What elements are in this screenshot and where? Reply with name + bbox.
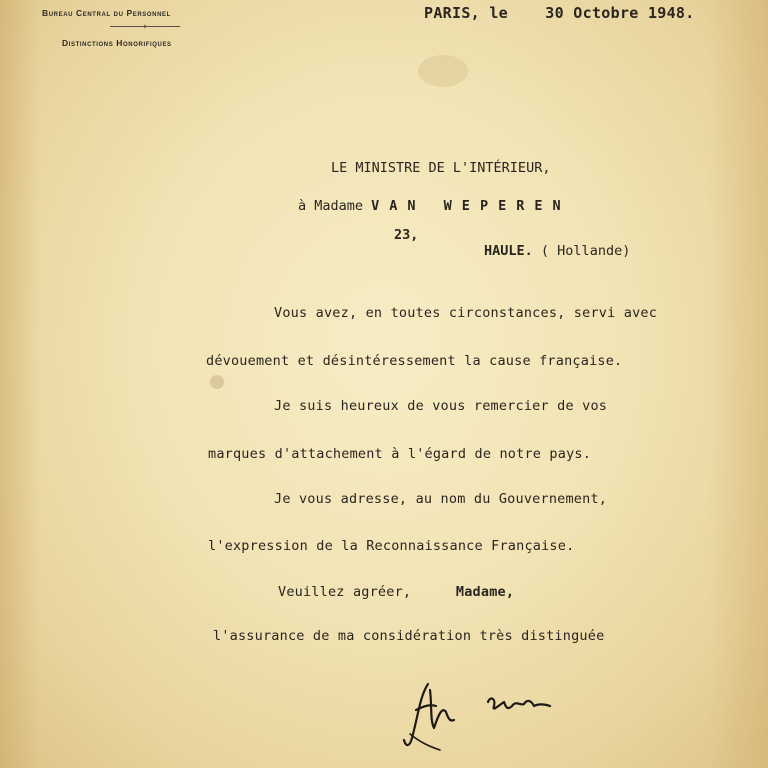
letter-line: l'expression de la Reconnaissance Française. bbox=[208, 538, 575, 554]
division-header: Distinctions Honorifiques bbox=[62, 38, 172, 48]
letter-line: l'assurance de ma considération très distinguée bbox=[213, 628, 605, 644]
letter-line: Je suis heureux de vous remercier de vos bbox=[274, 398, 608, 414]
closing-madame: Madame, bbox=[455, 584, 515, 600]
closing-line bbox=[278, 584, 514, 600]
country: ( Hollande) bbox=[540, 243, 631, 259]
signature-stroke bbox=[410, 734, 440, 750]
handwritten-signature bbox=[400, 676, 570, 756]
paper-stain bbox=[210, 375, 224, 389]
closing-prefix: Veuillez agréer, bbox=[278, 584, 412, 600]
header-divider-ornament: ✦ bbox=[142, 23, 148, 31]
city: HAULE. bbox=[484, 243, 533, 259]
recipient-name: VAN WEPEREN bbox=[371, 198, 571, 214]
paper-shadow-right bbox=[708, 0, 768, 768]
letter-line: marques d'attachement à l'égard de notre pays. bbox=[208, 446, 592, 462]
letter-line: Je vous adresse, au nom du Gouvernement, bbox=[274, 491, 608, 507]
paper-stain bbox=[418, 55, 468, 87]
letter-line: dévouement et désintéressement la cause française. bbox=[206, 353, 623, 369]
salutation-prefix: à Madame bbox=[298, 198, 364, 214]
city-line bbox=[484, 243, 630, 259]
letter-line: Vous avez, en toutes circonstances, servi avec bbox=[274, 305, 658, 321]
recipient-line bbox=[298, 198, 571, 214]
paper-shadow-left bbox=[0, 0, 40, 768]
signature-stroke bbox=[488, 699, 550, 709]
date-line: PARIS, le 30 Octobre 1948. bbox=[424, 4, 695, 22]
street-number: 23, bbox=[394, 227, 419, 243]
sender-line: LE MINISTRE DE L'INTÉRIEUR, bbox=[331, 160, 551, 176]
office-header: Bureau Central du Personnel bbox=[42, 8, 171, 18]
